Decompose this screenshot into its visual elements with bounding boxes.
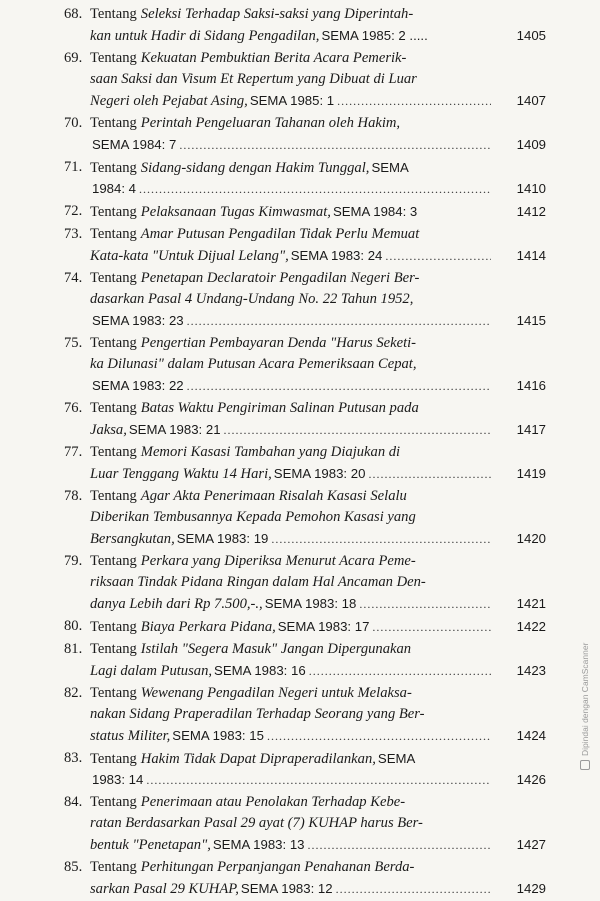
toc-entry bbox=[64, 616, 546, 637]
entry-title-text: bentuk "Penetapan", bbox=[90, 837, 211, 853]
entry-keyword: Tentang bbox=[90, 685, 137, 701]
entry-number: 75. bbox=[64, 335, 83, 351]
entry-line bbox=[90, 769, 546, 790]
page-number: 1416 bbox=[516, 378, 546, 393]
entry-title-text: ka Dilunasi" dalam Putusan Acara Pemeriksaan Cepat, bbox=[90, 356, 417, 372]
entry-reference: SEMA 1983: 24 bbox=[290, 248, 383, 263]
page-number: 1405 bbox=[516, 28, 546, 43]
entry-line bbox=[90, 375, 546, 396]
entry-title-text: Diberikan Tembusannya Kepada Pemohon Kasasi yang bbox=[90, 509, 416, 525]
entry-line bbox=[90, 704, 494, 725]
entry-keyword: Tentang bbox=[90, 553, 137, 569]
entry-title-text: Batas Waktu Pengiriman Salinan Putusan pada bbox=[140, 400, 419, 416]
entry-reference: SEMA 1983: 19 bbox=[176, 531, 269, 546]
dot-leader bbox=[267, 726, 491, 747]
entry-reference: SEMA 1983: 16 bbox=[214, 663, 306, 678]
entry-reference: SEMA 1985: 2 ..... bbox=[321, 28, 428, 43]
entry-title-text: Negeri oleh Pejabat Asing, bbox=[90, 93, 248, 109]
page-number: 1429 bbox=[516, 881, 546, 896]
entry-title-text: Agar Akta Penerimaan Risalah Kasasi Selalu bbox=[140, 488, 407, 504]
entry-line bbox=[90, 224, 494, 245]
entry-reference: SEMA 1983: 21 bbox=[128, 422, 221, 437]
entry-title-text: Luar Tenggang Waktu 14 Hari, bbox=[90, 466, 272, 482]
toc-entry bbox=[64, 486, 546, 549]
entry-line bbox=[90, 48, 494, 69]
entry-line bbox=[90, 813, 494, 834]
entry-line bbox=[90, 310, 546, 331]
toc-entry bbox=[64, 442, 546, 484]
entry-reference: SEMA bbox=[377, 751, 416, 766]
entry-number: 74. bbox=[64, 270, 83, 286]
entry-keyword: Tentang bbox=[90, 50, 137, 66]
entry-line bbox=[90, 113, 494, 134]
entry-line bbox=[90, 268, 494, 289]
entry-title-text: danya Lebih dari Rp 7.500,-., bbox=[90, 596, 263, 612]
toc-entry bbox=[64, 157, 546, 199]
entry-number: 78. bbox=[64, 488, 83, 504]
entry-line bbox=[90, 878, 546, 899]
toc-entry bbox=[64, 857, 546, 899]
entry-line bbox=[90, 834, 546, 855]
entry-line bbox=[90, 463, 546, 484]
entry-number: 84. bbox=[64, 794, 83, 810]
entry-line bbox=[90, 725, 546, 746]
entry-reference: SEMA 1983: 18 bbox=[264, 596, 357, 611]
dot-leader bbox=[372, 617, 491, 638]
toc-entry bbox=[64, 792, 546, 855]
page-number: 1417 bbox=[516, 422, 546, 437]
entry-title-text: Jaksa, bbox=[90, 422, 127, 438]
entry-number: 68. bbox=[64, 6, 83, 22]
entry-title-text: Kekuatan Pembuktian Berita Acara Pemerik- bbox=[140, 50, 407, 66]
entry-keyword: Tentang bbox=[90, 859, 137, 875]
entry-line bbox=[90, 748, 494, 769]
entry-line bbox=[90, 289, 494, 310]
toc-entry bbox=[64, 683, 546, 746]
entry-title-text: Kata-kata "Untuk Dijual Lelang", bbox=[90, 248, 289, 264]
dot-leader bbox=[187, 376, 491, 397]
entry-number: 73. bbox=[64, 226, 83, 242]
entry-line bbox=[90, 419, 546, 440]
dot-leader bbox=[146, 770, 491, 791]
entry-line bbox=[90, 857, 494, 878]
dot-leader bbox=[336, 879, 491, 900]
entry-line bbox=[90, 683, 494, 704]
entry-reference: SEMA 1984: 7 bbox=[92, 137, 177, 152]
entry-number: 81. bbox=[64, 641, 83, 657]
scanner-watermark bbox=[577, 560, 593, 770]
dot-leader bbox=[359, 594, 491, 615]
entry-number: 85. bbox=[64, 859, 83, 875]
entry-number: 76. bbox=[64, 400, 83, 416]
table-of-contents bbox=[64, 4, 546, 901]
entry-title-text: Penetapan Declaratoir Pengadilan Negeri Ber- bbox=[140, 270, 420, 286]
toc-entry bbox=[64, 224, 546, 266]
entry-line bbox=[90, 354, 494, 375]
entry-keyword: Tentang bbox=[90, 335, 137, 351]
entry-line bbox=[90, 134, 546, 155]
dot-leader bbox=[337, 91, 491, 112]
dot-leader bbox=[309, 661, 491, 682]
entry-keyword: Tentang bbox=[90, 400, 137, 416]
entry-title-text: Penerimaan atau Penolakan Terhadap Kebe- bbox=[140, 794, 406, 810]
page-number: 1409 bbox=[516, 137, 546, 152]
entry-line bbox=[90, 507, 494, 528]
entry-title-text: Pengertian Pembayaran Denda "Harus Seketi- bbox=[140, 335, 417, 351]
entry-line bbox=[90, 90, 546, 111]
entry-title-text: Amar Putusan Pengadilan Tidak Perlu Memuat bbox=[140, 226, 420, 242]
entry-title-text: Perkara yang Diperiksa Menurut Acara Peme- bbox=[140, 553, 416, 569]
page-number: 1414 bbox=[516, 248, 546, 263]
entry-keyword: Tentang bbox=[90, 488, 137, 504]
entry-line bbox=[90, 639, 494, 660]
dot-leader bbox=[385, 246, 491, 267]
dot-leader bbox=[271, 529, 491, 550]
entry-keyword: Tentang bbox=[90, 6, 137, 22]
entry-line bbox=[90, 442, 494, 463]
entry-title-text: status Militer, bbox=[90, 728, 171, 744]
entry-line bbox=[90, 551, 494, 572]
entry-keyword: Tentang bbox=[90, 794, 137, 810]
entry-title-text: Hakim Tidak Dapat Dipraperadilankan, bbox=[140, 751, 376, 767]
page-number: 1427 bbox=[516, 837, 546, 852]
toc-entry bbox=[64, 639, 546, 681]
entry-reference: SEMA bbox=[371, 160, 409, 175]
entry-reference: SEMA 1984: 3 bbox=[332, 204, 418, 219]
camscanner-icon bbox=[580, 760, 590, 770]
entry-number: 71. bbox=[64, 159, 83, 175]
entry-number: 70. bbox=[64, 115, 83, 131]
entry-title-text: Lagi dalam Putusan, bbox=[90, 663, 213, 679]
entry-keyword: Tentang bbox=[90, 204, 137, 220]
page-number: 1419 bbox=[516, 466, 546, 481]
toc-entry bbox=[64, 48, 546, 111]
entry-keyword: Tentang bbox=[90, 270, 137, 286]
dot-leader bbox=[179, 135, 491, 156]
toc-entry bbox=[64, 398, 546, 440]
entry-number: 80. bbox=[64, 618, 83, 634]
entry-number: 69. bbox=[64, 50, 83, 66]
entry-reference: SEMA 1983: 12 bbox=[240, 881, 333, 896]
toc-entry bbox=[64, 201, 546, 222]
page-number: 1415 bbox=[516, 313, 546, 328]
entry-title-text: nakan Sidang Praperadilan Terhadap Seorang yang Ber- bbox=[90, 706, 425, 722]
page-number: 1420 bbox=[516, 531, 546, 546]
page-number: 1424 bbox=[516, 728, 546, 743]
page-number: 1410 bbox=[516, 181, 546, 196]
entry-title-text: ratan Berdasarkan Pasal 29 ayat (7) KUHAP harus Ber- bbox=[90, 815, 423, 831]
entry-keyword: Tentang bbox=[90, 115, 137, 131]
entry-line bbox=[90, 572, 494, 593]
watermark-text: Dipindai dengan CamScanner bbox=[580, 642, 590, 756]
dot-leader bbox=[187, 311, 491, 332]
page-number: 1412 bbox=[516, 204, 546, 219]
entry-line bbox=[90, 486, 494, 507]
entry-title-text: Istilah "Segera Masuk" Jangan Dipergunakan bbox=[140, 641, 412, 657]
entry-line bbox=[90, 25, 546, 46]
entry-reference: 1984: 4 bbox=[92, 181, 136, 196]
entry-title-text: Memori Kasasi Tambahan yang Diajukan di bbox=[140, 444, 401, 460]
page-number: 1423 bbox=[516, 663, 546, 678]
page-number: 1422 bbox=[516, 619, 546, 634]
dot-leader bbox=[139, 179, 491, 200]
dot-leader bbox=[224, 420, 491, 441]
entry-line bbox=[90, 4, 494, 25]
entry-title-text: riksaan Tindak Pidana Ringan dalam Hal Ancaman Den- bbox=[90, 574, 426, 590]
entry-line bbox=[90, 69, 494, 90]
entry-keyword: Tentang bbox=[90, 160, 137, 176]
entry-reference: SEMA 1983: 13 bbox=[212, 837, 305, 852]
toc-entry bbox=[64, 268, 546, 331]
toc-entry bbox=[64, 748, 546, 790]
toc-entry bbox=[64, 551, 546, 614]
entry-keyword: Tentang bbox=[90, 751, 137, 767]
entry-number: 83. bbox=[64, 750, 83, 766]
entry-reference: SEMA 1983: 22 bbox=[92, 378, 184, 393]
entry-title-text: Wewenang Pengadilan Negeri untuk Melaksa- bbox=[140, 685, 412, 701]
entry-title-text: Bersangkutan, bbox=[90, 531, 175, 547]
toc-entry bbox=[64, 333, 546, 396]
entry-reference: SEMA 1985: 1 bbox=[249, 93, 335, 108]
entry-line bbox=[90, 660, 546, 681]
entry-line bbox=[90, 333, 494, 354]
entry-reference: SEMA 1983: 20 bbox=[273, 466, 366, 481]
entry-keyword: Tentang bbox=[90, 641, 137, 657]
toc-entry bbox=[64, 4, 546, 46]
entry-line bbox=[90, 178, 546, 199]
entry-line bbox=[90, 792, 494, 813]
entry-keyword: Tentang bbox=[90, 226, 137, 242]
entry-title-text: saan Saksi dan Visum Et Repertum yang Dibuat di Luar bbox=[90, 71, 417, 87]
page-number: 1407 bbox=[516, 93, 546, 108]
entry-title-text: dasarkan Pasal 4 Undang-Undang No. 22 Tahun 1952, bbox=[90, 291, 414, 307]
entry-title-text: Pelaksanaan Tugas Kimwasmat, bbox=[140, 204, 331, 220]
entry-number: 72. bbox=[64, 203, 83, 219]
entry-reference: SEMA 1983: 23 bbox=[92, 313, 184, 328]
entry-title-text: Seleksi Terhadap Saksi-saksi yang Diperintah- bbox=[140, 6, 414, 22]
entry-title-text: Sidang-sidang dengan Hakim Tunggal, bbox=[140, 160, 370, 176]
entry-line bbox=[90, 593, 546, 614]
entry-reference: 1983: 14 bbox=[92, 772, 144, 787]
entry-title-text: kan untuk Hadir di Sidang Pengadilan, bbox=[90, 28, 320, 44]
entry-title-text: Perintah Pengeluaran Tahanan oleh Hakim, bbox=[140, 115, 401, 131]
entry-line bbox=[90, 245, 546, 266]
entry-title-text: sarkan Pasal 29 KUHAP, bbox=[90, 881, 239, 897]
entry-keyword: Tentang bbox=[90, 444, 137, 460]
entry-line bbox=[90, 616, 546, 637]
entry-line bbox=[90, 157, 494, 178]
dot-leader bbox=[368, 464, 491, 485]
page-number: 1421 bbox=[516, 596, 546, 611]
entry-line bbox=[90, 201, 546, 222]
entry-title-text: Perhitungan Perpanjangan Penahanan Berda- bbox=[140, 859, 415, 875]
entry-reference: SEMA 1983: 15 bbox=[172, 728, 264, 743]
entry-number: 77. bbox=[64, 444, 83, 460]
entry-title-text: Biaya Perkara Pidana, bbox=[140, 619, 276, 635]
dot-leader bbox=[308, 835, 491, 856]
entry-reference: SEMA 1983: 17 bbox=[277, 619, 370, 634]
entry-number: 82. bbox=[64, 685, 83, 701]
entry-keyword: Tentang bbox=[90, 619, 137, 635]
toc-entry bbox=[64, 113, 546, 155]
entry-line bbox=[90, 398, 494, 419]
entry-line bbox=[90, 528, 546, 549]
page-number: 1426 bbox=[516, 772, 546, 787]
entry-number: 79. bbox=[64, 553, 83, 569]
